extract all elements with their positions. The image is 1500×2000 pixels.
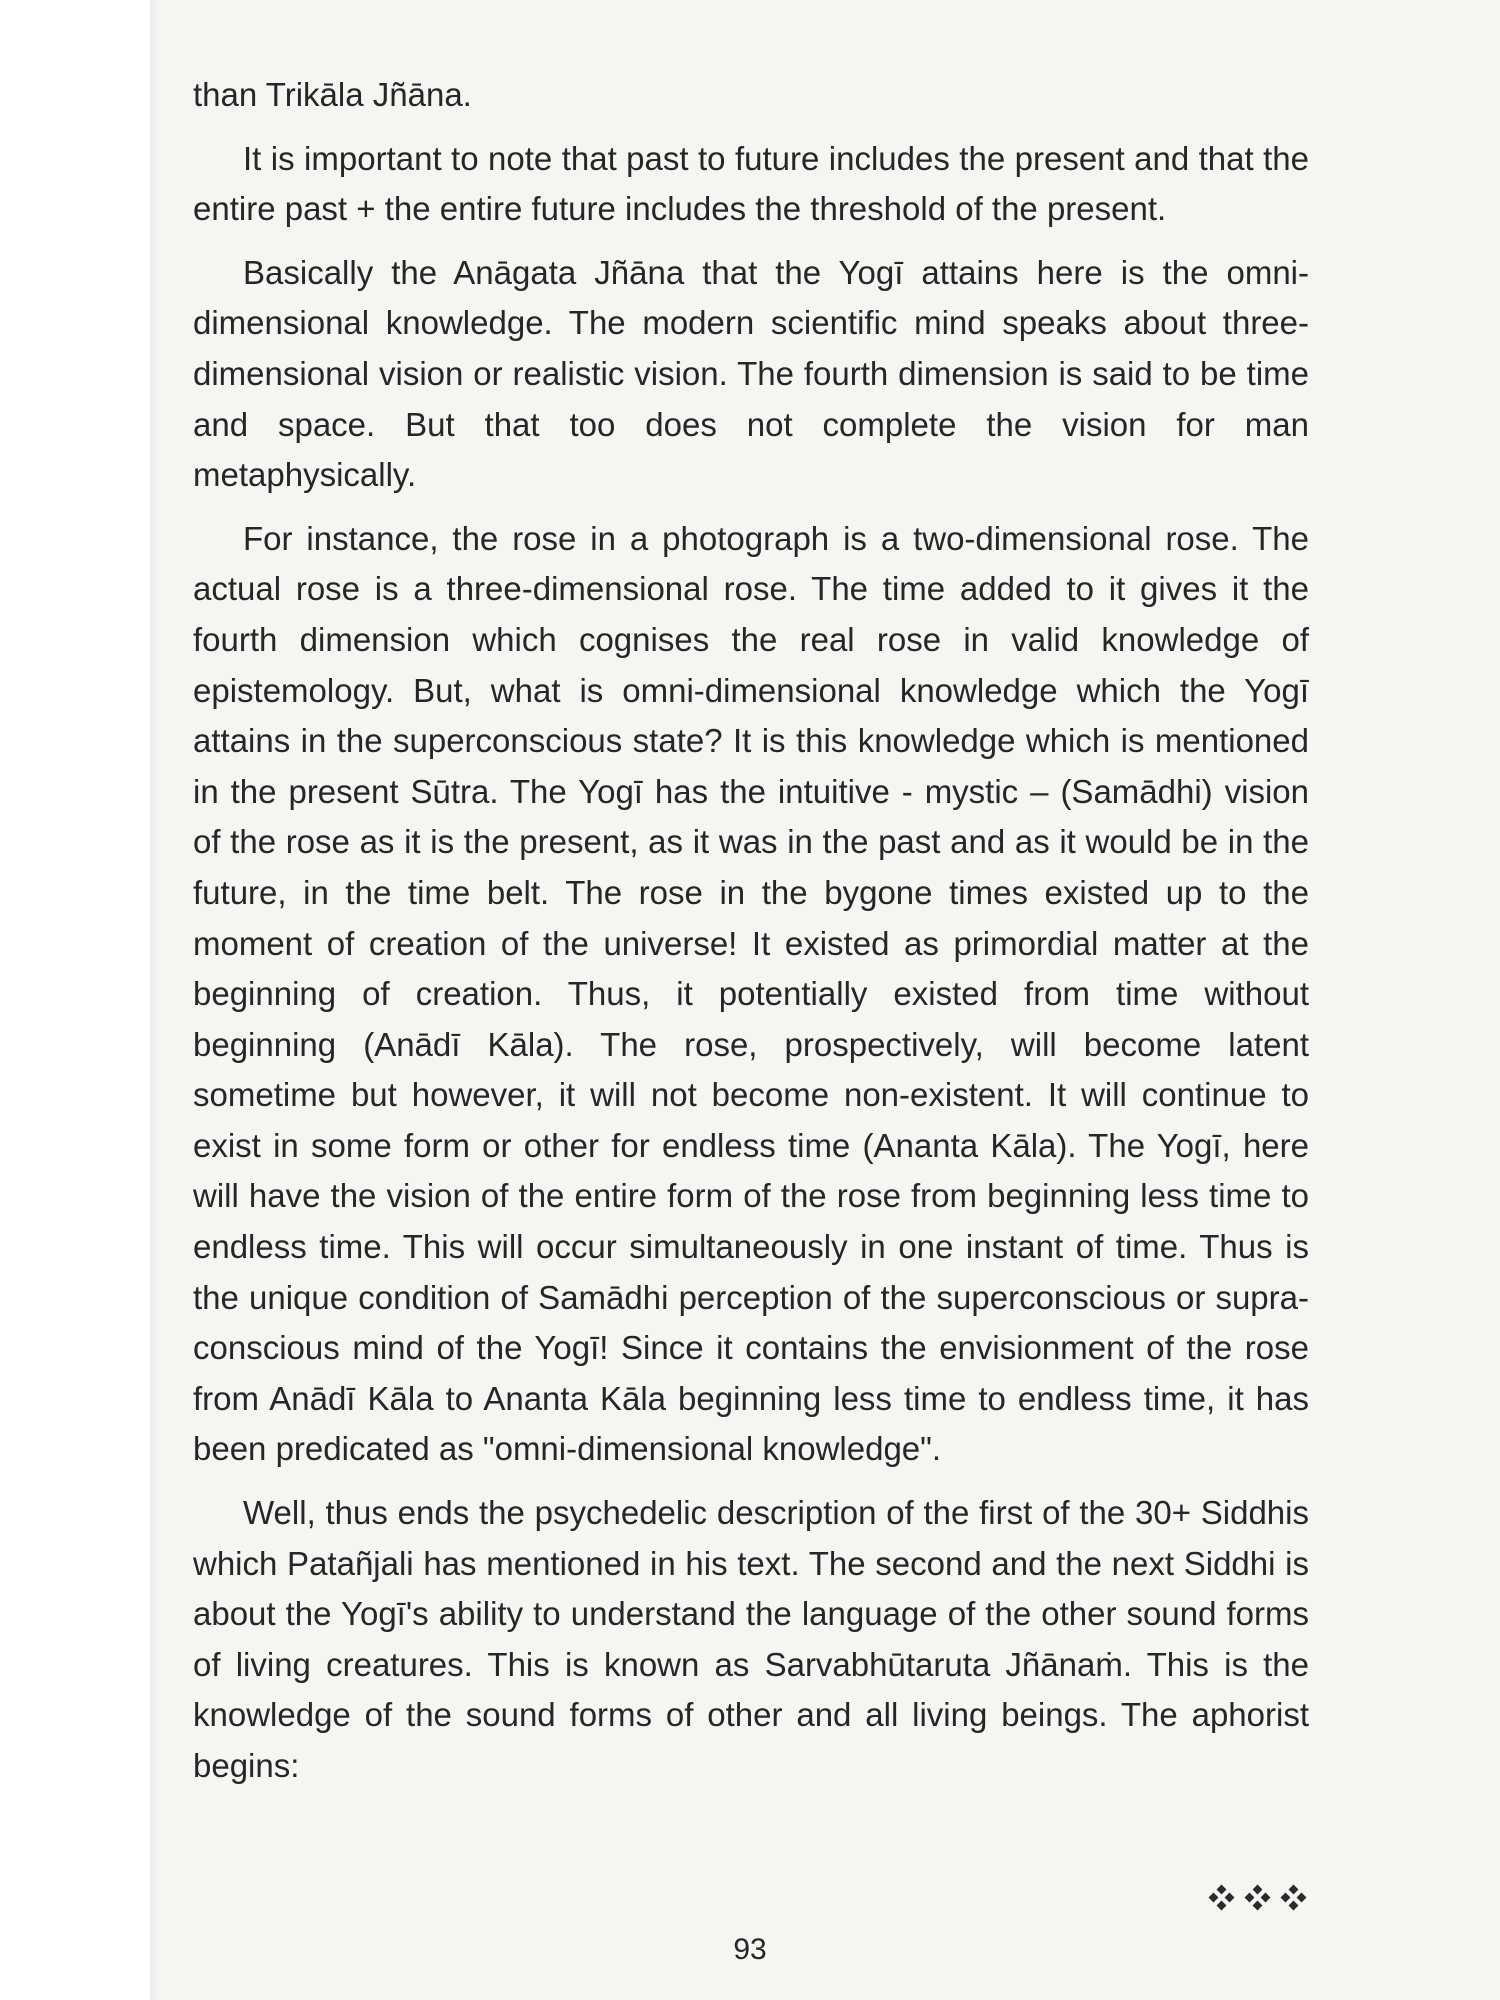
paragraph-next-siddhi: Well, thus ends the psychedelic description of the first of the 30+ Siddhis which Patañjali has mentioned in his text. The second and the next Siddhi is about the Yogī's ability to understand the language of the other sound forms of living creatures. This is known as Sarvabhūtaruta Jñānaṁ. This is the knowledge of the sound forms of other and all living beings. The aphorist begins: bbox=[193, 1494, 1309, 1784]
section-ornament-icon bbox=[1205, 1882, 1315, 1922]
ornament-cluster-right bbox=[1281, 1885, 1307, 1911]
paragraph-past-future: It is important to note that past to future includes the present and that the entire past + the entire future includes the threshold of the present. bbox=[193, 139, 1309, 228]
page-number: 93 bbox=[733, 1933, 767, 1966]
ornament-cluster-left bbox=[1209, 1885, 1235, 1911]
body-text bbox=[193, 70, 1309, 1792]
ornament-cluster-middle bbox=[1245, 1885, 1271, 1911]
paragraph-rose-example: For instance, the rose in a photograph is a two-dimensional rose. The actual rose is a three-dimensional rose. The time added to it gives it the fourth dimension which cognises the real rose in valid knowledge of epistemology. But, what is omni-dimensional knowledge which the Yogī attains in the superconscious state? It is this knowledge which is mentioned in the present Sūtra. The Yogī has the intuitive - mystic – (Samādhi) vision of the rose as it is the present, as it was in the past and as it would be in the future, in the time belt. The rose in the bygone times existed up to the moment of creation of the universe! It existed as primordial matter at the beginning of creation. Thus, it potentially existed from time without beginning (Anādī Kāla). The rose, prospectively, will become latent sometime but however, it will not become non-existent. It will continue to exist in some form or other for endless time (Ananta Kāla). The Yogī, here will have the vision of the entire form of the rose from beginning less time to endless time. This will occur simultaneously in one instant of time. Thus is the unique condition of Samādhi perception of the superconscious or supra-conscious mind of the Yogī! Since it contains the envisionment of the rose from Anādī Kāla to Ananta Kāla beginning less time to endless time, it has been predicated as "omni-dimensional knowledge". bbox=[193, 519, 1309, 1468]
paragraph-continuation: than Trikāla Jñāna. bbox=[193, 76, 472, 113]
paragraph-anagata-jnana: Basically the Anāgata Jñāna that the Yogī attains here is the omni-dimensional knowledge. The modern scientific mind speaks about three-dimensional vision or realistic vision. The fourth dimension is said to be time and space. But that too does not complete the vision for man metaphysically. bbox=[193, 253, 1309, 494]
